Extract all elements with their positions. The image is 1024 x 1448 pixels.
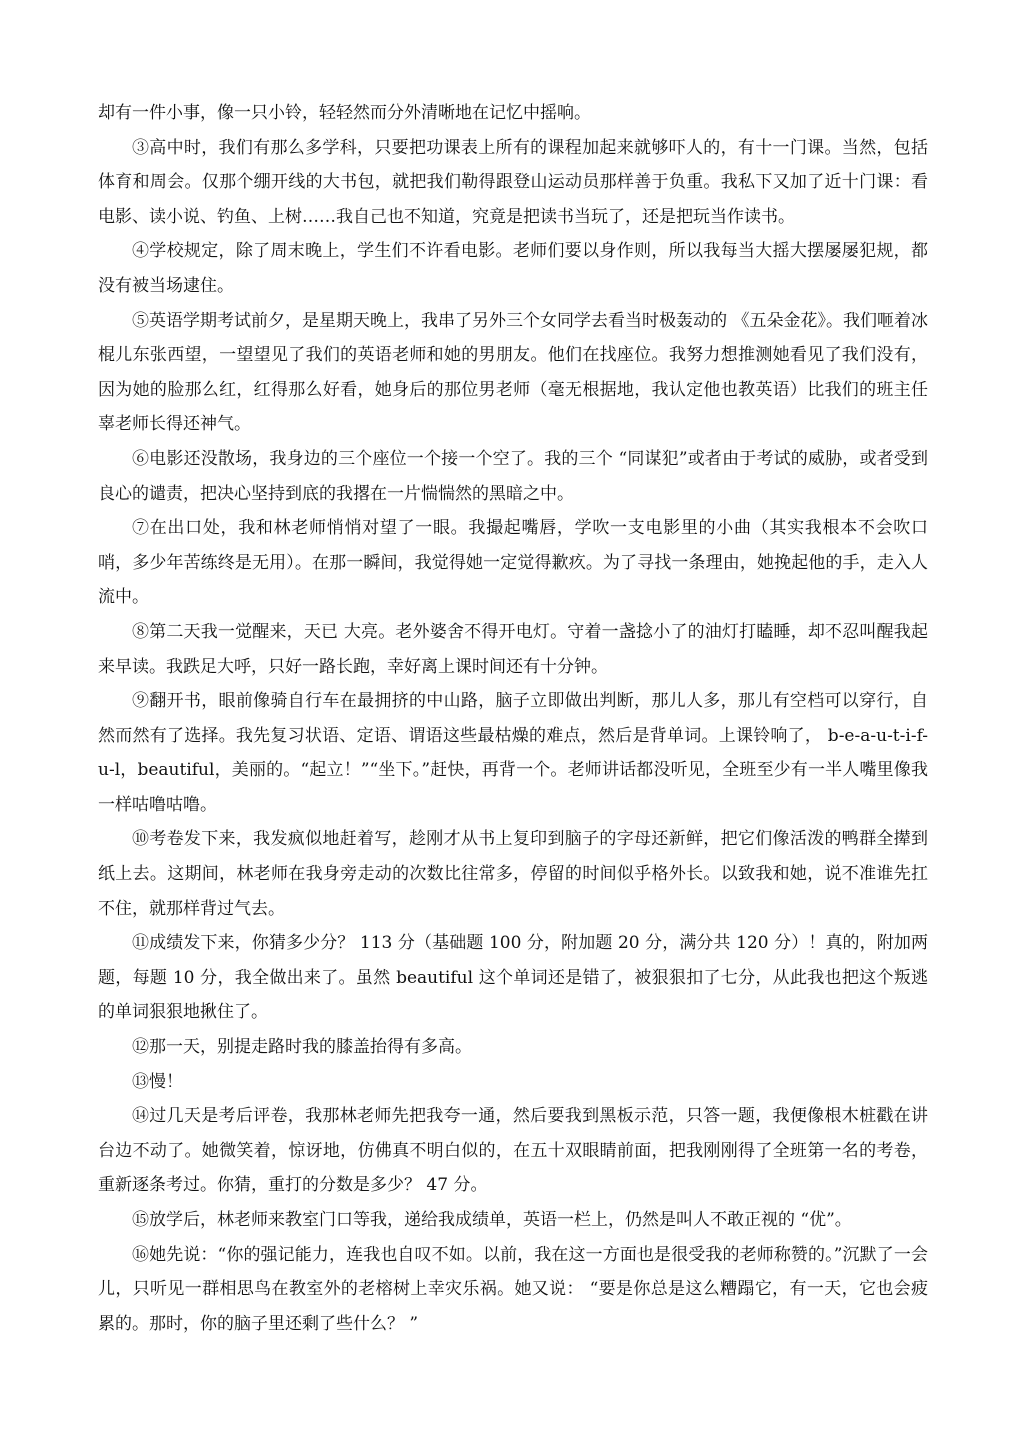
paragraph-6: ⑥电影还没散场，我身边的三个座位一个接一个空了。我的三个 “同谋犯”或者由于考试的威胁，或者受到良心的谴责，把决心坚持到底的我撂在一片惴惴然的黑暗之中。 (98, 448, 928, 504)
paragraph-continuation: 却有一件小事，像一只小铃，轻轻然而分外清晰地在记忆中摇响。 (98, 103, 591, 123)
paragraph-10: ⑩考卷发下来，我发疯似地赶着写，趁刚才从书上复印到脑子的字母还新鲜，把它们像活泼的鸭群全撵到纸上去。这期间，林老师在我身旁走动的次数比往常多，停留的时间似乎格外长。以致我和她，说不准谁先扛不住，就那样背过气去。 (98, 829, 928, 919)
paragraph-14: ⑭过几天是考后评卷，我那林老师先把我夸一通，然后要我到黑板示范，只答一题，我便像根木桩戳在讲台边不动了。她微笑着，惊讶地，仿佛真不明白似的，在五十双眼睛前面，把我刚刚得了全班第一名的考卷，重新逐条考过。你猜，重打的分数是多少？ 47 分。 (98, 1106, 928, 1196)
paragraph-7: ⑦在出口处，我和林老师悄悄对望了一眼。我撮起嘴唇，学吹一支电影里的小曲（其实我根本不会吹口哨，多少年苦练终是无用）。在那一瞬间，我觉得她一定觉得歉疚。为了寻找一条理由，她挽起他的手，走入人流中。 (98, 518, 928, 608)
essay-text (98, 96, 928, 1341)
paragraph-13: ⑬慢！ (132, 1071, 183, 1092)
paragraph-11: ⑪成绩发下来，你猜多少分？ 113 分（基础题 100 分，附加题 20 分，满分共 120 分）！真的，附加两题，每题 10 分，我全做出来了。虽然 beautiful 这个单词还是错了，被狠狠扣了七分，从此我也把这个叛逃的单词狠狠地揪住了。 (98, 933, 928, 1023)
paragraph-9: ⑨翻开书，眼前像骑自行车在最拥挤的中山路，脑子立即做出判断，那儿人多，那儿有空档可以穿行，自然而然有了选择。我先复习状语、定语、谓语这些最枯燥的难点，然后是背单词。上课铃响了， b-e-a-u-t-i-f-u-l，beautiful，美丽的。“起立！”“坐下。”赶快，再背一个。老师讲话都没听见，全班至少有一半人嘴里像我一样咕噜咕噜。 (98, 691, 928, 815)
paragraph-15: ⑮放学后，林老师来教室门口等我，递给我成绩单，英语一栏上，仍然是叫人不敢正视的 “优”。 (132, 1210, 852, 1230)
paragraph-4: ④学校规定，除了周末晚上，学生们不许看电影。老师们要以身作则，所以我每当大摇大摆屡屡犯规，都没有被当场逮住。 (98, 241, 928, 296)
paragraph-12: ⑫那一天，别提走路时我的膝盖抬得有多高。 (132, 1037, 472, 1058)
paragraph-8: ⑧第二天我一觉醒来，天已 大亮。老外婆舍不得开电灯。守着一盏捻小了的油灯打瞌睡，却不忍叫醒我起来早读。我跌足大呼，只好一路长跑，幸好离上课时间还有十分钟。 (98, 621, 928, 677)
paragraph-16: ⑯她先说：“你的强记能力，连我也自叹不如。以前，我在这一方面也是很受我的老师称赞的。”沉默了一会儿，只听见一群相思鸟在教室外的老榕树上幸灾乐祸。她又说： “要是你总是这么糟蹋它，有一天，它也会疲累的。那时，你的脑子里还剩了些什么？ ” (98, 1244, 928, 1334)
paragraph-3: ③高中时，我们有那么多学科，只要把功课表上所有的课程加起来就够吓人的，有十一门课。当然，包括体育和周会。仅那个绷开线的大书包，就把我们勒得跟登山运动员那样善于负重。我私下又加了近十门课：看电影、读小说、钓鱼、上树……我自己也不知道，究竟是把读书当玩了，还是把玩当作读书。 (98, 137, 928, 227)
paragraph-5: ⑤英语学期考试前夕，是星期天晚上，我串了另外三个女同学去看当时极轰动的 《五朵金花》。我们咂着冰棍儿东张西望，一望望见了我们的英语老师和她的男朋友。他们在找座位。我努力想推测她看见了我们没有，因为她的脸那么红，红得那么好看，她身后的那位男老师（毫无根据地，我认定他也教英语）比我们的班主任辜老师长得还神气。 (98, 310, 928, 435)
